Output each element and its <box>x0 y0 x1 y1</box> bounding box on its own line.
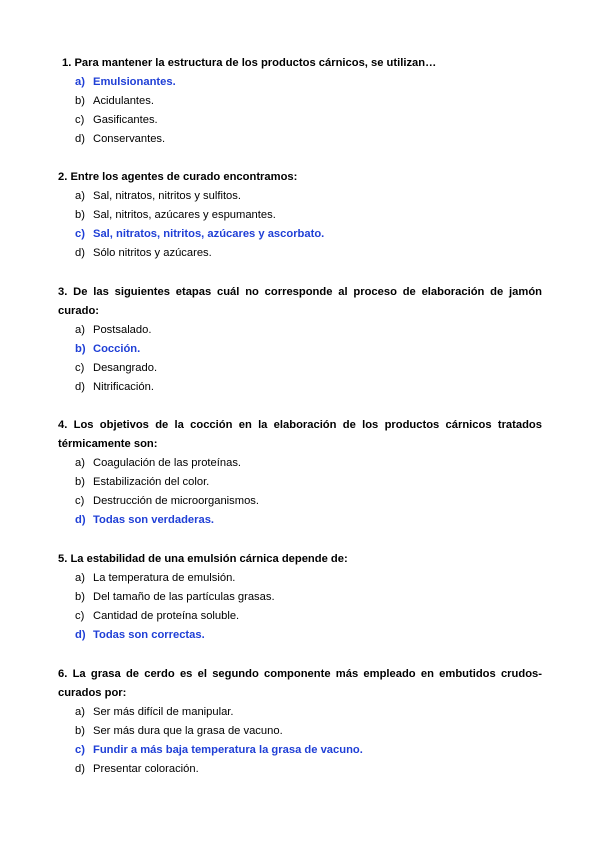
question-3-option-c: c) Desangrado. <box>75 362 158 374</box>
question-5-option-c: c) Cantidad de proteína soluble. <box>75 610 240 622</box>
question-6-option-c: c) Fundir a más baja temperatura la grasa de vacuno. <box>75 744 363 756</box>
question-5-option-d: d) Todas son correctas. <box>75 629 205 641</box>
question-1-option-b: b) Acidulantes. <box>75 95 154 107</box>
question-5-title: 5. La estabilidad de una emulsión cárnica depende de: <box>58 553 348 565</box>
question-1-option-c: c) Gasificantes. <box>75 114 158 126</box>
question-6-title: 6. La grasa de cerdo es el segundo componente más empleado en embutidos crudos-curados por: <box>58 668 542 699</box>
question-2-option-b: b) Sal, nitritos, azúcares y espumantes. <box>75 209 276 221</box>
question-6-option-d: d) Presentar coloración. <box>75 763 199 775</box>
question-1-option-a: a) Emulsionantes. <box>75 76 176 88</box>
question-5-option-b: b) Del tamaño de las partículas grasas. <box>75 591 275 603</box>
question-2-option-d: d) Sólo nitritos y azúcares. <box>75 247 212 259</box>
question-2-title: 2. Entre los agentes de curado encontramos: <box>58 171 298 183</box>
question-3-option-b: b) Cocción. <box>75 343 141 355</box>
question-5-option-a: a) La temperatura de emulsión. <box>75 572 236 584</box>
question-4-option-b: b) Estabilización del color. <box>75 476 210 488</box>
question-2-option-c: c) Sal, nitratos, nitritos, azúcares y ascorbato. <box>75 228 325 240</box>
question-4-title: 4. Los objetivos de la cocción en la elaboración de los productos cárnicos tratados térmicamente son: <box>58 419 542 450</box>
question-4-option-a: a) Coagulación de las proteínas. <box>75 457 242 469</box>
question-4-option-d: d) Todas son verdaderas. <box>75 514 215 526</box>
question-3-option-a: a) Postsalado. <box>75 324 152 336</box>
question-6-option-b: b) Ser más dura que la grasa de vacuno. <box>75 725 283 737</box>
question-3-option-d: d) Nitrificación. <box>75 381 154 393</box>
question-6-option-a: a) Ser más difícil de manipular. <box>75 706 234 718</box>
question-2-option-a: a) Sal, nitratos, nitritos y sulfitos. <box>75 190 241 202</box>
question-4-option-c: c) Destrucción de microorganismos. <box>75 495 260 507</box>
question-1-option-d: d) Conservantes. <box>75 133 166 145</box>
question-3-title: 3. De las siguientes etapas cuál no corresponde al proceso de elaboración de jamón curado: <box>58 286 542 317</box>
question-1-title: 1. Para mantener la estructura de los productos cárnicos, se utilizan… <box>62 57 437 69</box>
